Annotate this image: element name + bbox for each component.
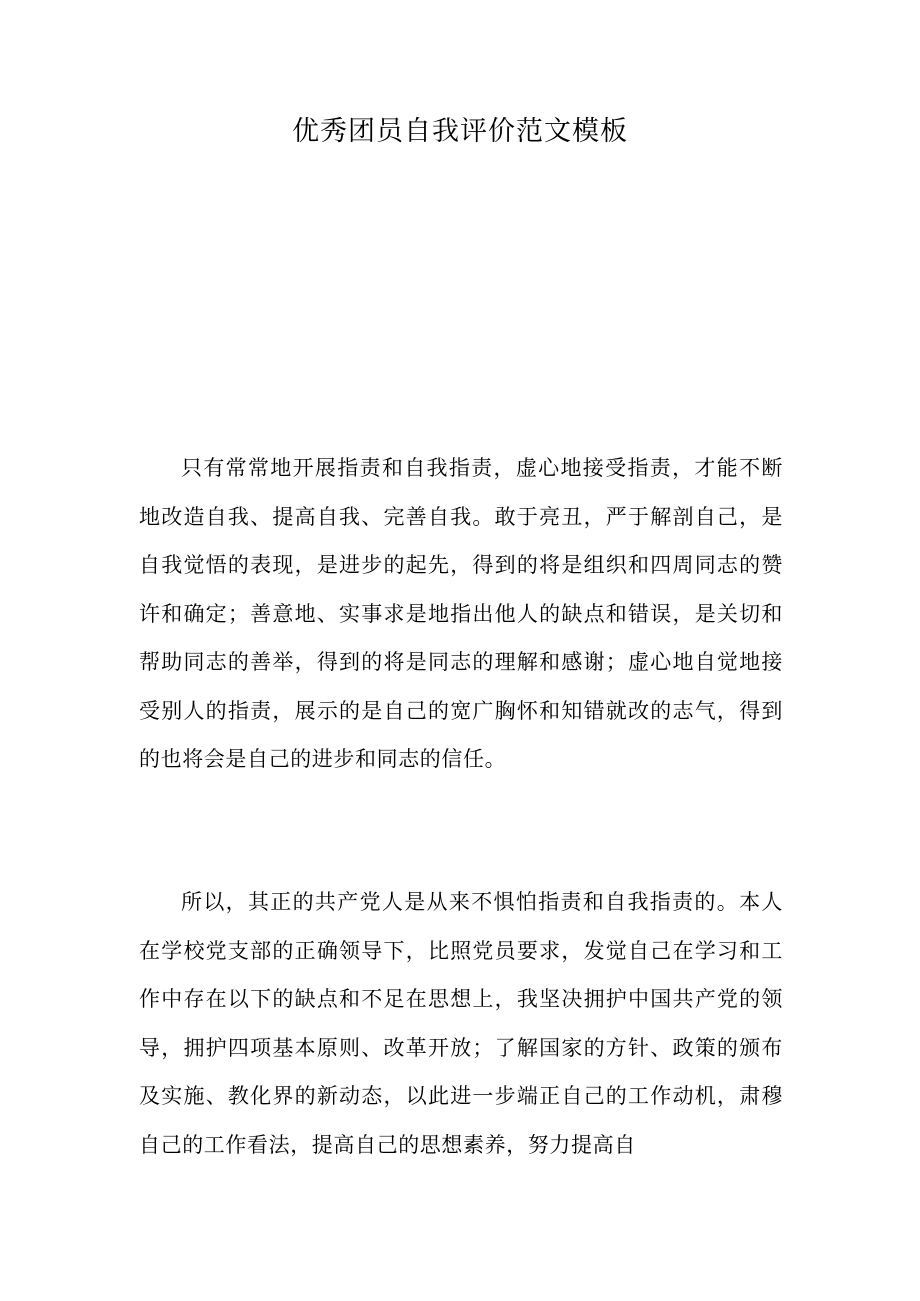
body-paragraph: 所以，其正的共产党人是从来不惧怕指责和自我指责的。本人在学校党支部的正确领导下，比照党员要求，发觉自己在学习和工作中存在以下的缺点和不足在思想上，我坚决拥护中国共产党的领导，拥护四项基本原则、改革开放；了解国家的方针、政策的颁布及实施、教化界的新动态，以此进一步端正自己的工作动机，肃穆自己的工作看法，提高自己的思想素养，努力提高自: [139, 890, 783, 1157]
document-title: 优秀团员自我评价范文模板: [292, 116, 628, 147]
body-paragraph: 只有常常地开展指责和自我指责，虚心地接受指责，才能不断地改造自我、提高自我、完善自我。敢于亮丑，严于解剖自己，是自我觉悟的表现，是进步的起先，得到的将是组织和四周同志的赞许和确定；善意地、实事求是地指出他人的缺点和错误，是关切和帮助同志的善举，得到的将是同志的理解和感谢；虚心地自觉地接受别人的指责，展示的是自己的宽广胸怀和知错就改的志气，得到的也将会是自己的进步和同志的信任。: [139, 456, 783, 771]
